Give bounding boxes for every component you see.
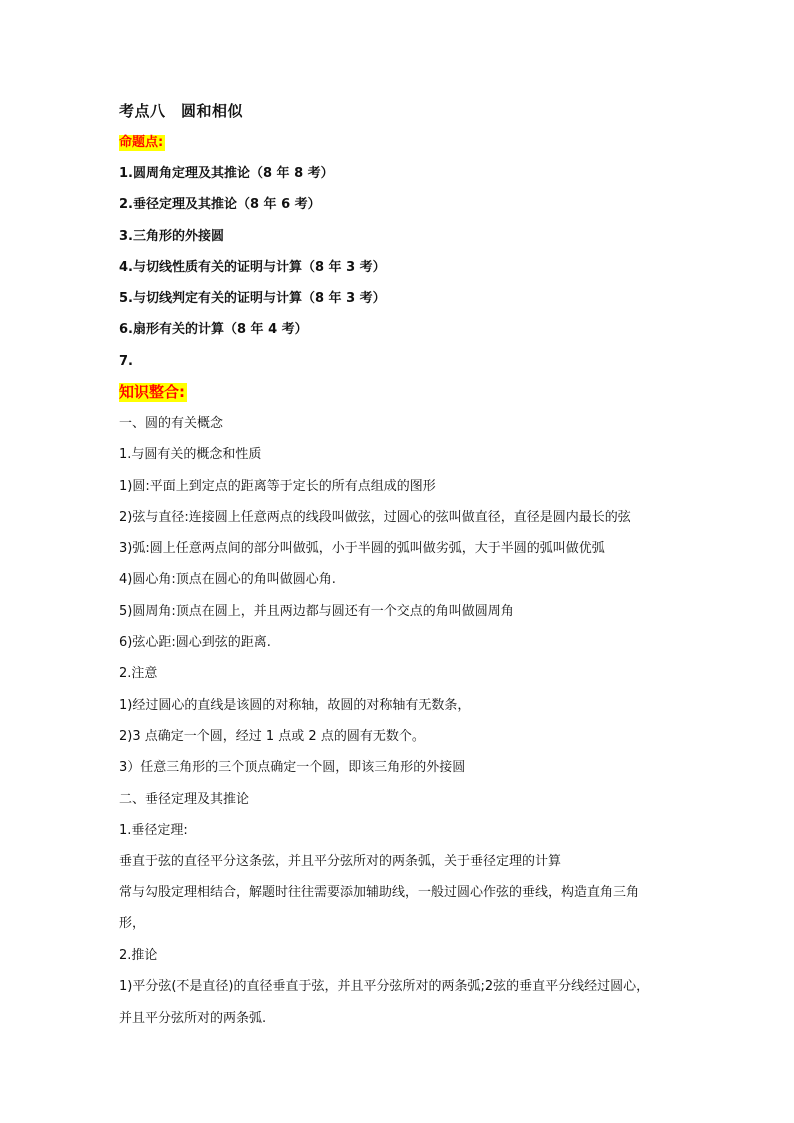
proposition-item: 4.与切线性质有关的证明与计算（8 年 3 考） [119, 260, 386, 275]
concept-item: 1)圆:平面上到定点的距离等于定长的所有点组成的图形 [119, 479, 436, 494]
note-item: 1)经过圆心的直线是该圆的对称轴，故圆的对称轴有无数条， [119, 698, 471, 713]
proposition-item: 2.垂径定理及其推论（8 年 6 考） [119, 197, 321, 212]
proposition-item: 5.与切线判定有关的证明与计算（8 年 3 考） [119, 291, 386, 306]
note-item: 2)3 点确定一个圆，经过 1 点或 2 点的圆有无数个。 [119, 729, 425, 744]
proposition-item: 3.三角形的外接圆 [119, 229, 224, 244]
section-heading: 一、圆的有关概念 [119, 416, 224, 431]
theorem-line: 常与勾股定理相结合，解题时往往需要添加辅助线，一般过圆心作弦的垂线，构造直角三角 [119, 885, 640, 900]
theorem-line: 垂直于弦的直径平分这条弦，并且平分弦所对的两条弧，关于垂径定理的计算 [119, 854, 562, 869]
concept-item: 5)圆周角:顶点在圆上，并且两边都与圆还有一个交点的角叫做圆周角 [119, 604, 514, 619]
page-title: 考点八 圆和相似 [119, 102, 244, 120]
concept-item: 3)弧:圆上任意两点间的部分叫做弧，小于半圆的弧叫做劣弧，大于半圆的弧叫做优弧 [119, 541, 605, 556]
proposition-item: 7. [119, 354, 133, 369]
subsection-heading: 1.垂径定理: [119, 823, 188, 838]
concept-item: 4)圆心角:顶点在圆心的角叫做圆心角. [119, 572, 336, 587]
theorem-line: 形， [119, 916, 146, 931]
proposition-item: 6.扇形有关的计算（8 年 4 考） [119, 322, 308, 337]
corollary-line: 1)平分弦(不是直径)的直径垂直于弦，并且平分弦所对的两条弧;2弦的垂直平分线经过圆心， [119, 979, 650, 994]
concept-item: 2)弦与直径:连接圆上任意两点的线段叫做弦，过圆心的弦叫做直径，直径是圆内最长的弦 [119, 510, 631, 525]
subsection-heading: 1.与圆有关的概念和性质 [119, 447, 262, 462]
knowledge-heading-highlight: 知识整合: [119, 383, 185, 401]
note-item: 3）任意三角形的三个顶点确定一个圆，即该三角形的外接圆 [119, 760, 466, 775]
subsection-heading: 2.推论 [119, 948, 158, 963]
section-heading: 二、垂径定理及其推论 [119, 792, 250, 807]
concept-item: 6)弦心距:圆心到弦的距离. [119, 635, 271, 650]
corollary-line: 并且平分弦所对的两条弧. [119, 1011, 267, 1026]
knowledge-heading [119, 383, 187, 403]
proposition-item: 1.圆周角定理及其推论（8 年 8 考） [119, 166, 334, 181]
proposition-heading [119, 134, 165, 152]
proposition-heading-highlight: 命题点: [119, 135, 164, 150]
subsection-heading: 2.注意 [119, 666, 158, 681]
